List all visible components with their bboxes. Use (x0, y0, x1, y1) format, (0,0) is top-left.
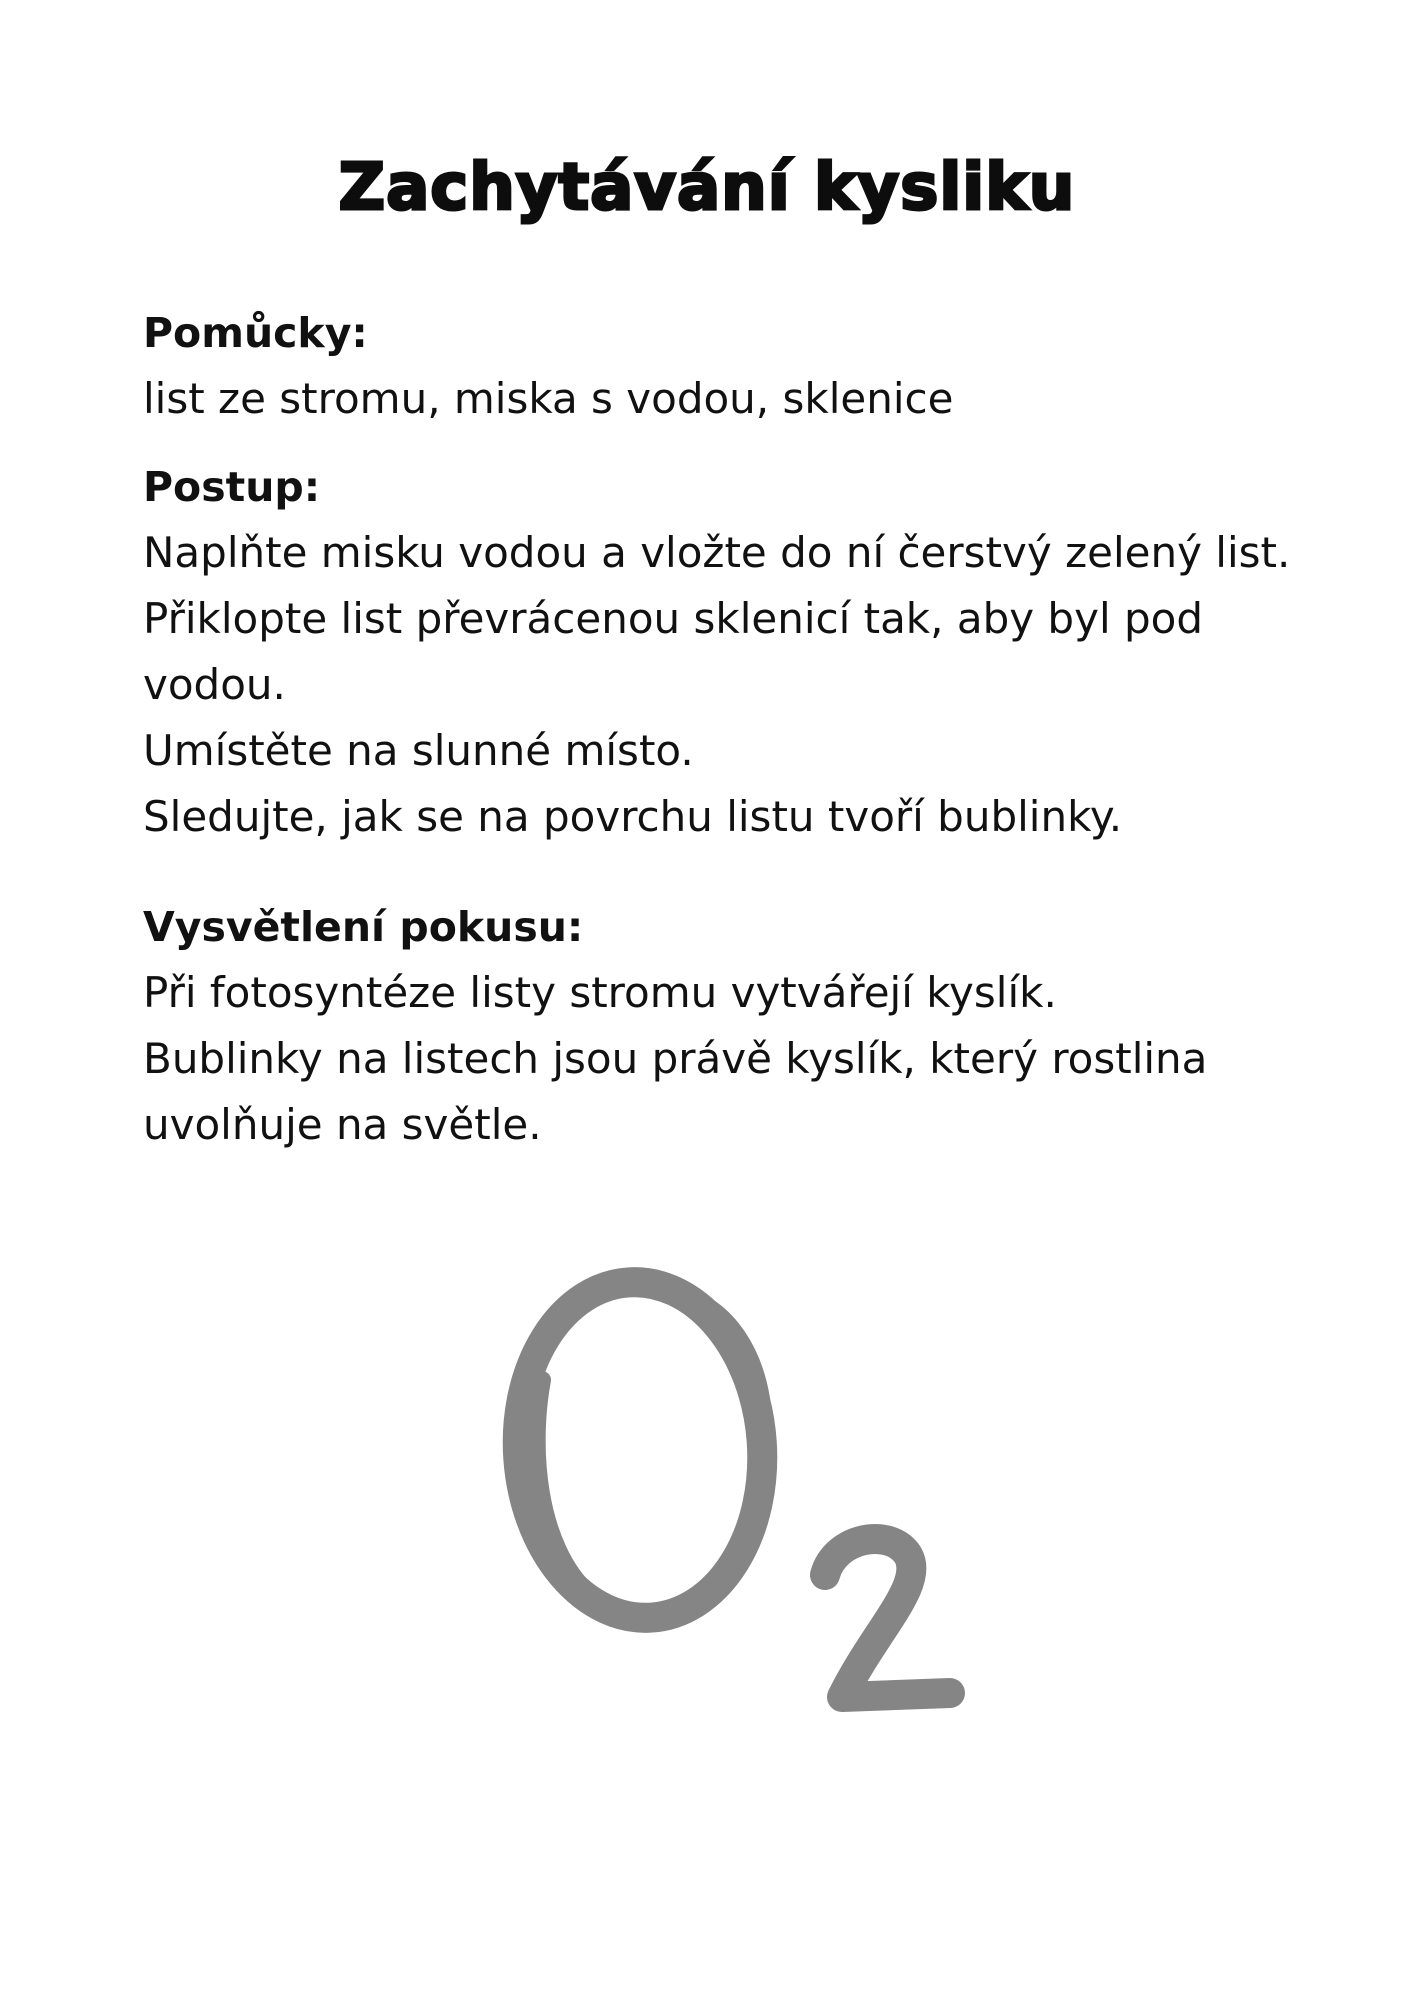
procedure-line: vodou. (143, 660, 286, 709)
supplies-text: list ze stromu, miska s vodou, sklenice (143, 374, 954, 423)
explanation-heading: Vysvětlení pokusu: (143, 903, 584, 951)
o2-symbol-icon (480, 1245, 1000, 1725)
explanation-line: Bublinky na listech jsou právě kyslík, který rostlina (143, 1034, 1208, 1083)
experiment-content (143, 300, 1363, 1158)
page-title: Zachytávání kysliku (338, 151, 1076, 225)
procedure-line: Přiklopte list převrácenou sklenicí tak, aby byl pod (143, 594, 1203, 643)
procedure-line: Naplňte misku vodou a vložte do ní čerstvý zelený list. (143, 528, 1291, 577)
supplies-heading: Pomůcky: (143, 309, 368, 357)
explanation-line: uvolňuje na světle. (143, 1100, 542, 1149)
procedure-line: Umístěte na slunné místo. (143, 726, 694, 775)
explanation-line: Při fotosyntéze listy stromu vytvářejí kyslík. (143, 968, 1057, 1017)
procedure-line: Sledujte, jak se na povrchu listu tvoří bublinky. (143, 792, 1123, 841)
procedure-heading: Postup: (143, 463, 321, 511)
o2-subscript-two (825, 1539, 950, 1697)
